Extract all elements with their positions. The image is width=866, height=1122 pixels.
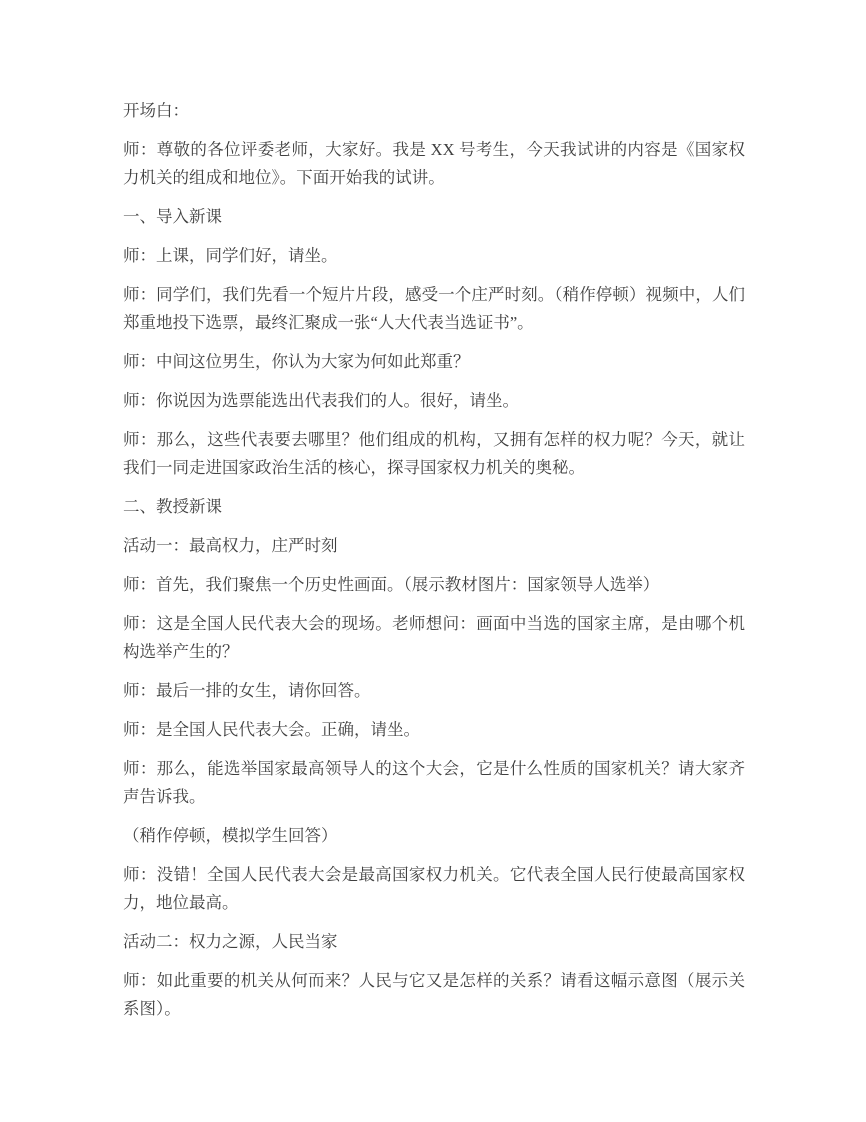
paragraph-confirm-answer: 师：是全国人民代表大会。正确，请坐。 [123, 720, 420, 739]
paragraph-video-clip: 师：同学们，我们先看一个短片片段，感受一个庄严时刻。（稍作停顿）视频中，人们郑重地投下选票，最终汇聚成一张“人大代表当选证书”。 [123, 285, 745, 332]
activity-two-heading: 活动二：权力之源，人民当家 [123, 932, 338, 951]
paragraph-highest-organ: 师：没错！全国人民代表大会是最高国家权力机关。它代表全国人民行使最高国家权力，地位最高。 [123, 865, 745, 912]
paragraph-show-diagram: 师：如此重要的机关从何而来？人民与它又是怎样的关系？请看这幅示意图（展示关系图）。 [123, 971, 745, 1018]
section-heading-lead-in: 一、导入新课 [123, 207, 222, 226]
paragraph-show-picture: 师：首先，我们聚焦一个历史性画面。（展示教材图片：国家领导人选举） [123, 575, 660, 594]
paragraph-opening-label: 开场白： [123, 101, 189, 120]
activity-one-heading: 活动一：最高权力，庄严时刻 [123, 536, 338, 555]
paragraph-self-introduction: 师：尊敬的各位评委老师，大家好。我是 XX 号考生，今天我试讲的内容是《国家权力机关的组成和地位》。下面开始我的试讲。 [123, 140, 745, 187]
paragraph-call-on-girl: 师：最后一排的女生，请你回答。 [123, 681, 371, 700]
paragraph-transition-core: 师：那么，这些代表要去哪里？他们组成的机构，又拥有怎样的权力呢？今天，就让我们一同走进国家政治生活的核心，探寻国家权力机关的奥秘。 [123, 430, 745, 477]
paragraph-class-start: 师：上课，同学们好，请坐。 [123, 246, 338, 265]
section-heading-new-lesson: 二、教授新课 [123, 497, 222, 516]
paragraph-question-boy: 师：中间这位男生，你认为大家为何如此郑重？ [123, 352, 470, 371]
paragraph-feedback-answer: 师：你说因为选票能选出代表我们的人。很好，请坐。 [123, 391, 519, 410]
paragraph-nature-question: 师：那么，能选举国家最高领导人的这个大会，它是什么性质的国家机关？请大家齐声告诉我。 [123, 759, 745, 806]
document-body [123, 97, 745, 1023]
stage-direction-pause: （稍作停顿，模拟学生回答） [123, 826, 338, 845]
paragraph-npc-scene-question: 师：这是全国人民代表大会的现场。老师想问：画面中当选的国家主席，是由哪个机构选举产生的？ [123, 614, 745, 661]
